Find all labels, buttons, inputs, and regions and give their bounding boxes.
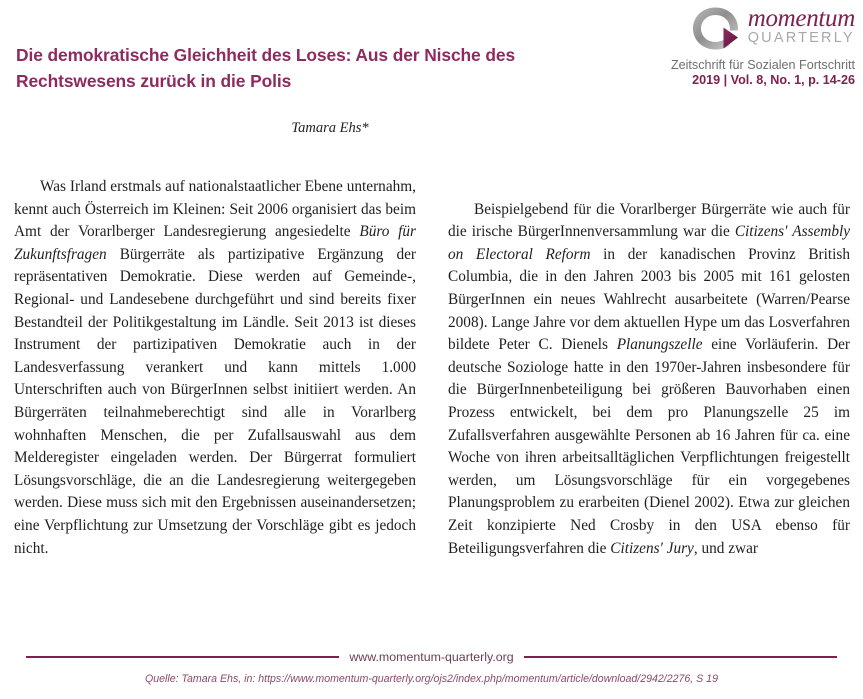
footer-rule-row — [0, 650, 863, 664]
column-right-offset — [448, 176, 850, 199]
page-title-line-2: Rechtswesens zurück in die Polis — [16, 71, 292, 91]
paragraph-left: Was Irland erstmals auf nationalstaatlicher Ebene unternahm, kennt auch Österreich im Kleinen: Seit 2006 organisiert das beim Amt der Vorarlberger Landesregierung angesiedelte Büro für Zukunftsfragen Bürgerräte als partizipative Ergänzung der repräsentativen Demokratie. Diese werden auf Gemeinde-, Regional- und Landesebene durchgeführt und sind bereits fixer Bestandteil der Politikgestaltung im Ländle. Seit 2013 ist dieses Instrument der partizipativen Demokratie auch in der Landesverfassung verankert und kann mittels 1.000 Unterschriften auch von BürgerInnen selbst initiiert werden. An Bürgerräten teilnahmeberechtigt sind alle in Vorarlberg wohnhaften Menschen, die per Zufallsauswahl aus dem Melderegister eingeladen werden. Der Bürgerrat formuliert Lösungsvorschläge, die an die Landesregierung weitergegeben werden. Diese muss sich mit den Ergebnissen auseinandersetzen; eine Verpflichtung zur Umsetzung der Vorschläge gibt es jedoch nicht. — [14, 178, 416, 557]
footer-rule-right — [524, 656, 837, 658]
page-footer — [0, 650, 863, 699]
masthead-logo-row — [627, 4, 855, 56]
journal-wordmark: momentum — [747, 5, 855, 32]
article-body — [14, 176, 850, 560]
paragraph-right: Beispielgebend für die Vorarlberger Bürgerräte wie auch für die irische BürgerInnenversammlung war die Citizens' Assembly on Electoral Reform in der kanadischen Provinz British Columbia, die in den Jahren 2003 bis 2005 mit 161 gelosten BürgerInnen ein neues Wahlrecht ausarbeitete (Warren/Pearse 2008). Lange Jahre vor dem aktuellen Hype um das Losverfahren bildete Peter C. Dienels Planungszelle eine Vorläuferin. Der deutsche Soziologe hatte in den 1970er-Jahren insbesondere für die BürgerInnenbeteiligung bei größeren Bauvorhaben einen Prozess entwickelt, bei dem pro Planungszelle 25 im Zufallsverfahren ausgewählte Personen ab 16 Jahren für ca. eine Woche von ihren arbeitsalltäglichen Verpflichtungen freigestellt werden, um Lösungsvorschläge für ein vorgegebenes Planungsproblem zu erarbeiten (Dienel 2002). Etwa zur gleichen Zeit konzipierte Ned Crosby in den USA ebenso für Beteiligungsverfahren die Citizens' Jury, und zwar — [448, 200, 851, 557]
footer-url: www.momentum-quarterly.org — [349, 650, 514, 664]
page-title-line-1: Die demokratische Gleichheit des Loses: Aus der Nische des — [16, 45, 516, 65]
journal-masthead — [627, 4, 855, 88]
column-left — [14, 176, 416, 560]
wordmark-block — [748, 4, 855, 46]
column-right — [448, 176, 850, 560]
page-header — [0, 0, 863, 112]
journal-wordmark-sub: QUARTERLY — [747, 30, 855, 46]
journal-issue-info: 2019 | Vol. 8, No. 1, p. 14-26 — [692, 73, 855, 87]
title-block — [16, 42, 616, 94]
journal-tagline: Zeitschrift für Sozialen Fortschritt — [670, 58, 855, 72]
footer-rule-left — [26, 656, 339, 658]
page-title — [16, 42, 616, 94]
momentum-q-logo-icon — [688, 4, 746, 56]
author-name: Tamara Ehs* — [291, 120, 369, 136]
source-citation: Quelle: Tamara Ehs, in: https://www.momentum-quarterly.org/ojs2/index.php/momentum/article/download/2942/2276, S 19 — [145, 673, 718, 685]
